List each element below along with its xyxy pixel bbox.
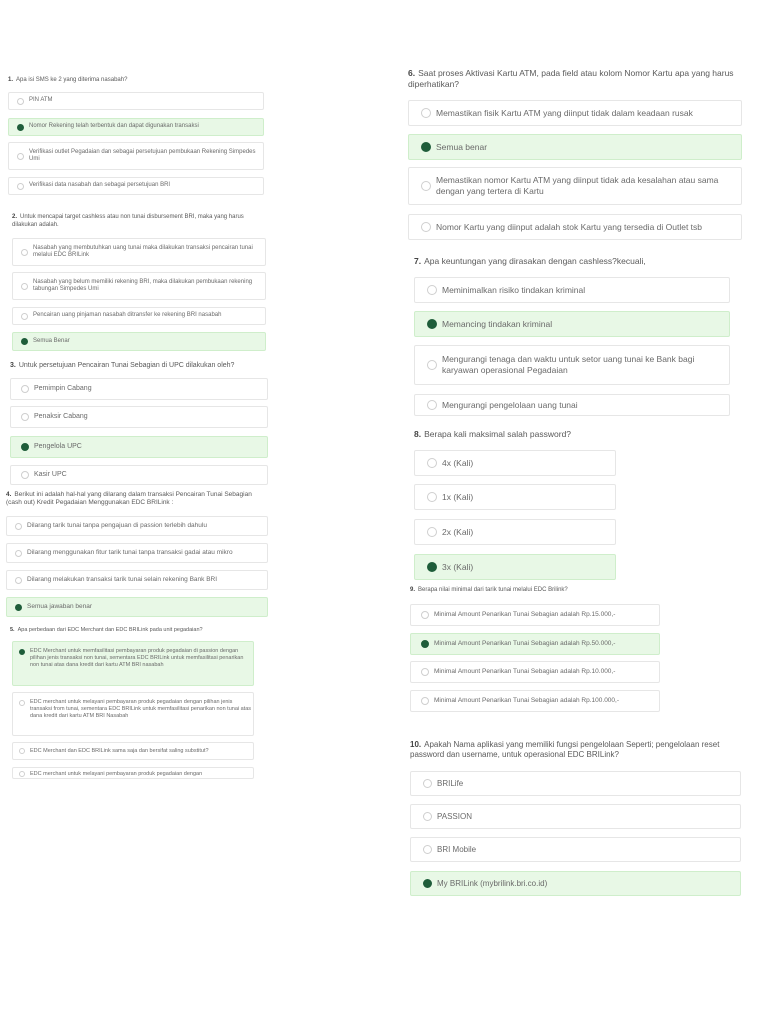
answer-option[interactable]: Penaksir Cabang [10, 406, 268, 428]
radio-button[interactable] [19, 700, 25, 706]
question-title: 4. Berikut ini adalah hal-hal yang dilarang dalam transaksi Pencairan Tunai Sebagian (cash out) Kredit Pegadaian Menggunakan EDC BRILink : [6, 491, 252, 507]
radio-button[interactable] [15, 550, 22, 557]
radio-button[interactable] [427, 492, 437, 502]
question-title: 7. Apa keuntungan yang dirasakan dengan cashless?kecuali, [414, 256, 646, 266]
answer-option[interactable]: Kasir UPC [10, 465, 268, 485]
radio-button[interactable] [17, 98, 24, 105]
radio-button[interactable] [15, 577, 22, 584]
radio-button[interactable] [427, 527, 437, 537]
radio-button[interactable] [15, 523, 22, 530]
answer-option[interactable]: 1x (Kali) [414, 484, 616, 510]
answer-option[interactable]: Dilarang tarik tunai tanpa pengajuan di passion terlebih dahulu [6, 516, 268, 536]
radio-button[interactable] [427, 319, 437, 329]
answer-option-selected[interactable]: My BRILink (mybrilink.bri.co.id) [410, 871, 741, 896]
radio-button[interactable] [421, 108, 431, 118]
answer-option[interactable]: Memastikan nomor Kartu ATM yang diinput tidak ada kesalahan atau sama dengan yang tertera di Kartu [408, 167, 742, 205]
question-title: 6. Saat proses Aktivasi Kartu ATM, pada field atau kolom Nomor Kartu apa yang harus diperhatikan? [408, 68, 734, 89]
answer-option[interactable]: Mengurangi pengelolaan uang tunai [414, 394, 730, 416]
radio-button[interactable] [17, 183, 24, 190]
radio-button[interactable] [423, 779, 432, 788]
answer-option[interactable]: PASSION [410, 804, 741, 829]
radio-button[interactable] [423, 845, 432, 854]
answer-option[interactable]: 2x (Kali) [414, 519, 616, 545]
answer-option-selected[interactable]: Semua jawaban benar [6, 597, 268, 617]
answer-option[interactable]: Dilarang melakukan transaksi tarik tunai selain rekening Bank BRI [6, 570, 268, 590]
answer-option[interactable]: Minimal Amount Penarikan Tunai Sebagian adalah Rp.10.000,- [410, 661, 660, 683]
radio-button[interactable] [21, 413, 29, 421]
radio-button[interactable] [421, 222, 431, 232]
answer-option[interactable]: Pemimpin Cabang [10, 378, 268, 400]
answer-option[interactable]: Nasabah yang membutuhkan uang tunai maka dilakukan transaksi pencairan tunai melalui EDC BRILink [12, 238, 266, 266]
answer-option-selected[interactable]: Memancing tindakan kriminal [414, 311, 730, 337]
radio-button[interactable] [21, 283, 28, 290]
radio-button[interactable] [421, 697, 429, 705]
answer-option-selected[interactable]: Semua Benar [12, 332, 266, 351]
radio-button[interactable] [19, 771, 25, 777]
radio-button[interactable] [21, 313, 28, 320]
answer-option[interactable]: PIN ATM [8, 92, 264, 110]
radio-button[interactable] [19, 748, 25, 754]
question-title: 9. Berapa nilai minimal dari tarik tunai melalui EDC Brilink? [410, 587, 568, 593]
radio-button[interactable] [21, 249, 28, 256]
question-title: 10. Apakah Nama aplikasi yang memiliki fungsi pengelolaan Seperti; pengelolaan reset password dan username, untuk operasional EDC BRILink? [410, 740, 720, 759]
question-title: 1. Apa isi SMS ke 2 yang diterima nasabah? [8, 77, 128, 83]
answer-option[interactable]: EDC Merchant dan EDC BRILink sama saja dan bersifat saling substitut? [12, 742, 254, 760]
answer-option[interactable]: Mengurangi tenaga dan waktu untuk setor uang tunai ke Bank bagi karyawan operasional Pegadaian [414, 345, 730, 385]
radio-button[interactable] [421, 611, 429, 619]
answer-option[interactable]: Minimal Amount Penarikan Tunai Sebagian adalah Rp.15.000,- [410, 604, 660, 626]
answer-option[interactable]: Meminimalkan risiko tindakan kriminal [414, 277, 730, 303]
radio-button[interactable] [421, 181, 431, 191]
radio-button[interactable] [427, 562, 437, 572]
answer-option[interactable]: Verifikasi data nasabah dan sebagai persetujuan BRI [8, 177, 264, 195]
answer-option[interactable]: Dilarang menggunakan fitur tarik tunai tanpa transaksi gadai atau mikro [6, 543, 268, 563]
radio-button[interactable] [427, 400, 437, 410]
radio-button[interactable] [17, 124, 24, 131]
question-title: 5. Apa perbedaan dari EDC Merchant dan EDC BRILink pada unit pegadaian? [10, 627, 203, 633]
radio-button[interactable] [21, 471, 29, 479]
radio-button[interactable] [19, 649, 25, 655]
radio-button[interactable] [21, 385, 29, 393]
radio-button[interactable] [421, 640, 429, 648]
answer-option[interactable]: Minimal Amount Penarikan Tunai Sebagian adalah Rp.100.000,- [410, 690, 660, 712]
question-title: 8. Berapa kali maksimal salah password? [414, 429, 572, 439]
radio-button[interactable] [427, 360, 437, 370]
radio-button[interactable] [427, 285, 437, 295]
answer-option-selected[interactable]: Pengelola UPC [10, 436, 268, 458]
answer-option[interactable]: Nomor Kartu yang diinput adalah stok Kartu yang tersedia di Outlet tsb [408, 214, 742, 240]
answer-option-selected[interactable]: Nomor Rekening telah terbentuk dan dapat digunakan transaksi [8, 118, 264, 136]
answer-option[interactable]: Nasabah yang belum memiliki rekening BRI, maka dilakukan pembukaan rekening tabungan Simpedes Umi [12, 272, 266, 300]
answer-option[interactable]: EDC merchant untuk melayani pembayaran produk pegadaian dengan [12, 767, 254, 779]
radio-button[interactable] [17, 153, 24, 160]
question-title: 2. Untuk mencapai target cashless atau non tunai disbursement BRI, maka yang harus dilakukan adalah. [12, 214, 244, 228]
radio-button[interactable] [423, 812, 432, 821]
radio-button[interactable] [423, 879, 432, 888]
radio-button[interactable] [427, 458, 437, 468]
radio-button[interactable] [21, 443, 29, 451]
radio-button[interactable] [421, 668, 429, 676]
radio-button[interactable] [421, 142, 431, 152]
answer-option-selected[interactable]: 3x (Kali) [414, 554, 616, 580]
answer-option-selected[interactable]: EDC Merchant untuk memfasilitasi pembayaran produk pegadaian di passion dengan pilihan jenis transaksi non tunai, sementara EDC BRILink untuk memfasilitasi penarikan non tunai atas dana kredit dari kartu ATM BRI nasabah [12, 641, 254, 686]
answer-option[interactable]: Memastikan fisik Kartu ATM yang diinput tidak dalam keadaan rusak [408, 100, 742, 126]
answer-option[interactable]: EDC merchant untuk melayani pembayaran produk pegadaian dengan pilihan jenis transaksi from tunai, sementara EDC BRILink untuk memfasilitasi penarikan non tunai atas dana kredit dari kartu ATM BRI Nasabah [12, 692, 254, 736]
answer-option-selected[interactable]: Semua benar [408, 134, 742, 160]
question-title: 3. Untuk persetujuan Pencairan Tunai Sebagian di UPC dilakukan oleh? [10, 362, 235, 369]
radio-button[interactable] [21, 338, 28, 345]
answer-option[interactable]: 4x (Kali) [414, 450, 616, 476]
answer-option[interactable]: Verifikasi outlet Pegadaian dan sebagai persetujuan pembukaan Rekening Simpedes Umi [8, 142, 264, 170]
answer-option[interactable]: BRILife [410, 771, 741, 796]
answer-option-selected[interactable]: Minimal Amount Penarikan Tunai Sebagian adalah Rp.50.000,- [410, 633, 660, 655]
answer-option[interactable]: BRI Mobile [410, 837, 741, 862]
answer-option[interactable]: Pencairan uang pinjaman nasabah ditransfer ke rekening BRI nasabah [12, 307, 266, 325]
radio-button[interactable] [15, 604, 22, 611]
